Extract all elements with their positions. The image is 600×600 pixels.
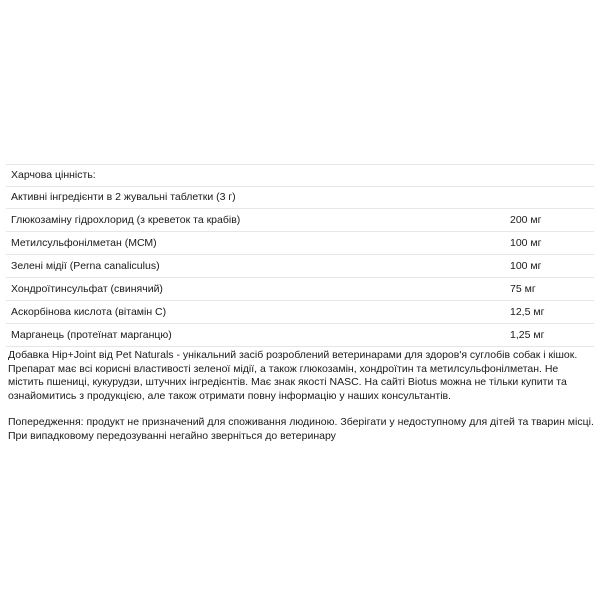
table-row	[6, 209, 594, 232]
table-row-header	[6, 165, 594, 187]
row-value: 200 мг	[510, 213, 542, 226]
row-name: Глюкозаміну гідрохлорид (з креветок та крабів)	[11, 213, 241, 226]
table-row	[6, 301, 594, 324]
row-name: Хондроїтинсульфат (свинячий)	[11, 282, 163, 295]
row-value: 12,5 мг	[510, 305, 545, 318]
row-name: Харчова цінність:	[11, 169, 96, 181]
row-value: 1,25 мг	[510, 328, 545, 341]
table-row-serving	[6, 187, 594, 209]
description-paragraph: Добавка Hip+Joint від Pet Naturals - унікальний засіб розроблений ветеринарами для здоров'я суглобів собак і кішок. Препарат має всі корисні властивості зеленої мідії, а також глюкозамін, хондроїтин та метилсульфонілметан. Не містить пшениці, кукурудзи, штучних інгредієнтів. Має знак якості NASC. На сайті Biotus можна не тільки купити та ознайомитись з продукцією, але також отримати повну інформацію у наших консультантів.	[8, 349, 578, 402]
table-row	[6, 232, 594, 255]
row-name: Метилсульфонілметан (МСМ)	[11, 236, 157, 249]
row-name: Аскорбінова кислота (вітамін С)	[11, 305, 167, 318]
warning-paragraph: Попередження: продукт не призначений для споживання людиною. Зберігати у недоступному для дітей та тварин місці. При випадковому передозуванні негайно зверніться до ветеринару	[8, 416, 594, 442]
row-name: Активні інгредієнти в 2 жувальні таблетки (3 г)	[11, 191, 236, 203]
row-value: 100 мг	[510, 236, 542, 249]
nutrition-table	[6, 164, 594, 347]
row-value: 75 мг	[510, 282, 536, 295]
product-text	[8, 349, 594, 444]
table-row	[6, 324, 594, 347]
table-row	[6, 255, 594, 278]
table-row	[6, 278, 594, 301]
row-value: 100 мг	[510, 259, 542, 272]
row-name: Зелені мідії (Perna canaliculus)	[11, 259, 160, 272]
row-name: Марганець (протеїнат марганцю)	[11, 328, 172, 341]
